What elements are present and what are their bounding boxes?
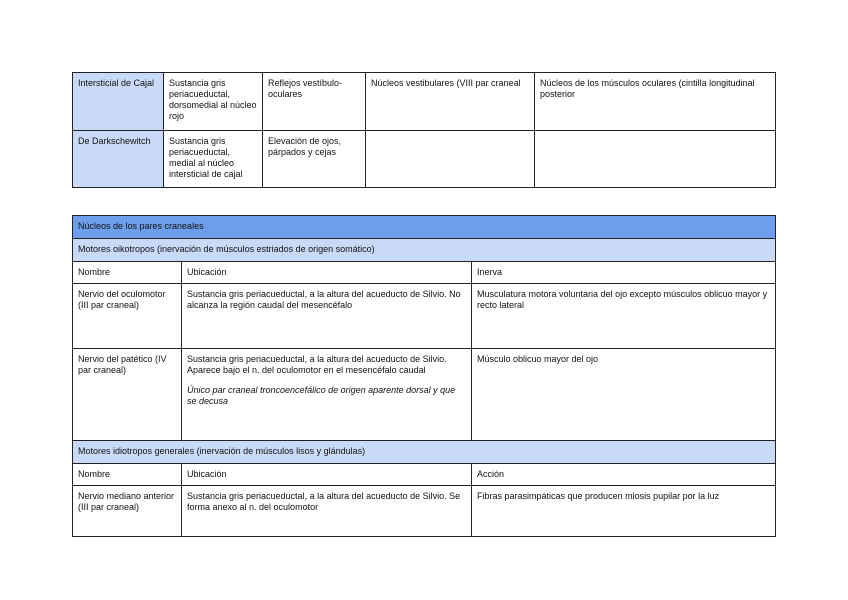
nucleus-location: Sustancia gris periacueductal, dorsomedial al núcleo rojo [164, 73, 263, 131]
nucleus-location: Sustancia gris periacueductal, medial al núcleo intersticial de cajal [164, 131, 263, 188]
nuclei-table-upper [72, 72, 776, 188]
nucleus-afferents: Núcleos vestibulares (VIII par craneal [366, 73, 535, 131]
nerve-action: Fibras parasimpáticas que producen miosis pupilar por la luz [472, 486, 776, 537]
nucleus-function: Reflejos vestíbulo-oculares [263, 73, 366, 131]
nucleus-name: Intersticial de Cajal [73, 73, 164, 131]
table-row [73, 349, 776, 441]
nerve-location-cell [182, 349, 472, 441]
nucleus-efferents [535, 131, 776, 188]
cranial-nerve-nuclei-table [72, 215, 776, 537]
nucleus-afferents [366, 131, 535, 188]
column-header-action: Acción [472, 464, 776, 486]
table-row [73, 73, 776, 131]
table-row [73, 284, 776, 349]
nerve-location: Sustancia gris periacueductal, a la altura del acueducto de Silvio. Aparece bajo el n. del oculomotor en el mesencéfalo caudal [187, 354, 447, 375]
nerve-location: Sustancia gris periacueductal, a la altura del acueducto de Silvio. Se forma anexo al n. del oculomotor [182, 486, 472, 537]
table-row [73, 131, 776, 188]
column-header-name: Nombre [73, 262, 182, 284]
nerve-innervates: Músculo oblicuo mayor del ojo [472, 349, 776, 441]
nucleus-efferents: Núcleos de los músculos oculares (cintilla longitudinal posterior [535, 73, 776, 131]
table-row [73, 486, 776, 537]
section-heading-oikotropos: Motores oikotropos (inervación de músculos estriados de origen somático) [73, 239, 776, 262]
column-header-name: Nombre [73, 464, 182, 486]
column-header-row [73, 464, 776, 486]
table-title: Núcleos de los pares craneales [73, 216, 776, 239]
table-title-row [73, 216, 776, 239]
nerve-innervates: Musculatura motora voluntaria del ojo excepto músculos oblicuo mayor y recto lateral [472, 284, 776, 349]
column-header-row [73, 262, 776, 284]
nerve-name: Nervio del oculomotor (III par craneal) [73, 284, 182, 349]
section-heading-row [73, 441, 776, 464]
nerve-name: Nervio del patético (IV par craneal) [73, 349, 182, 441]
column-header-location: Ubicación [182, 262, 472, 284]
nucleus-function: Elevación de ojos, párpados y cejas [263, 131, 366, 188]
column-header-location: Ubicación [182, 464, 472, 486]
column-header-innervates: Inerva [472, 262, 776, 284]
section-heading-row [73, 239, 776, 262]
section-heading-idiotropos: Motores idiotropos generales (inervación de músculos lisos y glándulas) [73, 441, 776, 464]
nerve-location: Sustancia gris periacueductal, a la altura del acueducto de Silvio. No alcanza la región caudal del mesencéfalo [182, 284, 472, 349]
nerve-note: Único par craneal troncoencefálico de origen aparente dorsal y que se decusa [187, 385, 456, 406]
nucleus-name: De Darkschewitch [73, 131, 164, 188]
nerve-name: Nervio mediano anterior (III par craneal) [73, 486, 182, 537]
